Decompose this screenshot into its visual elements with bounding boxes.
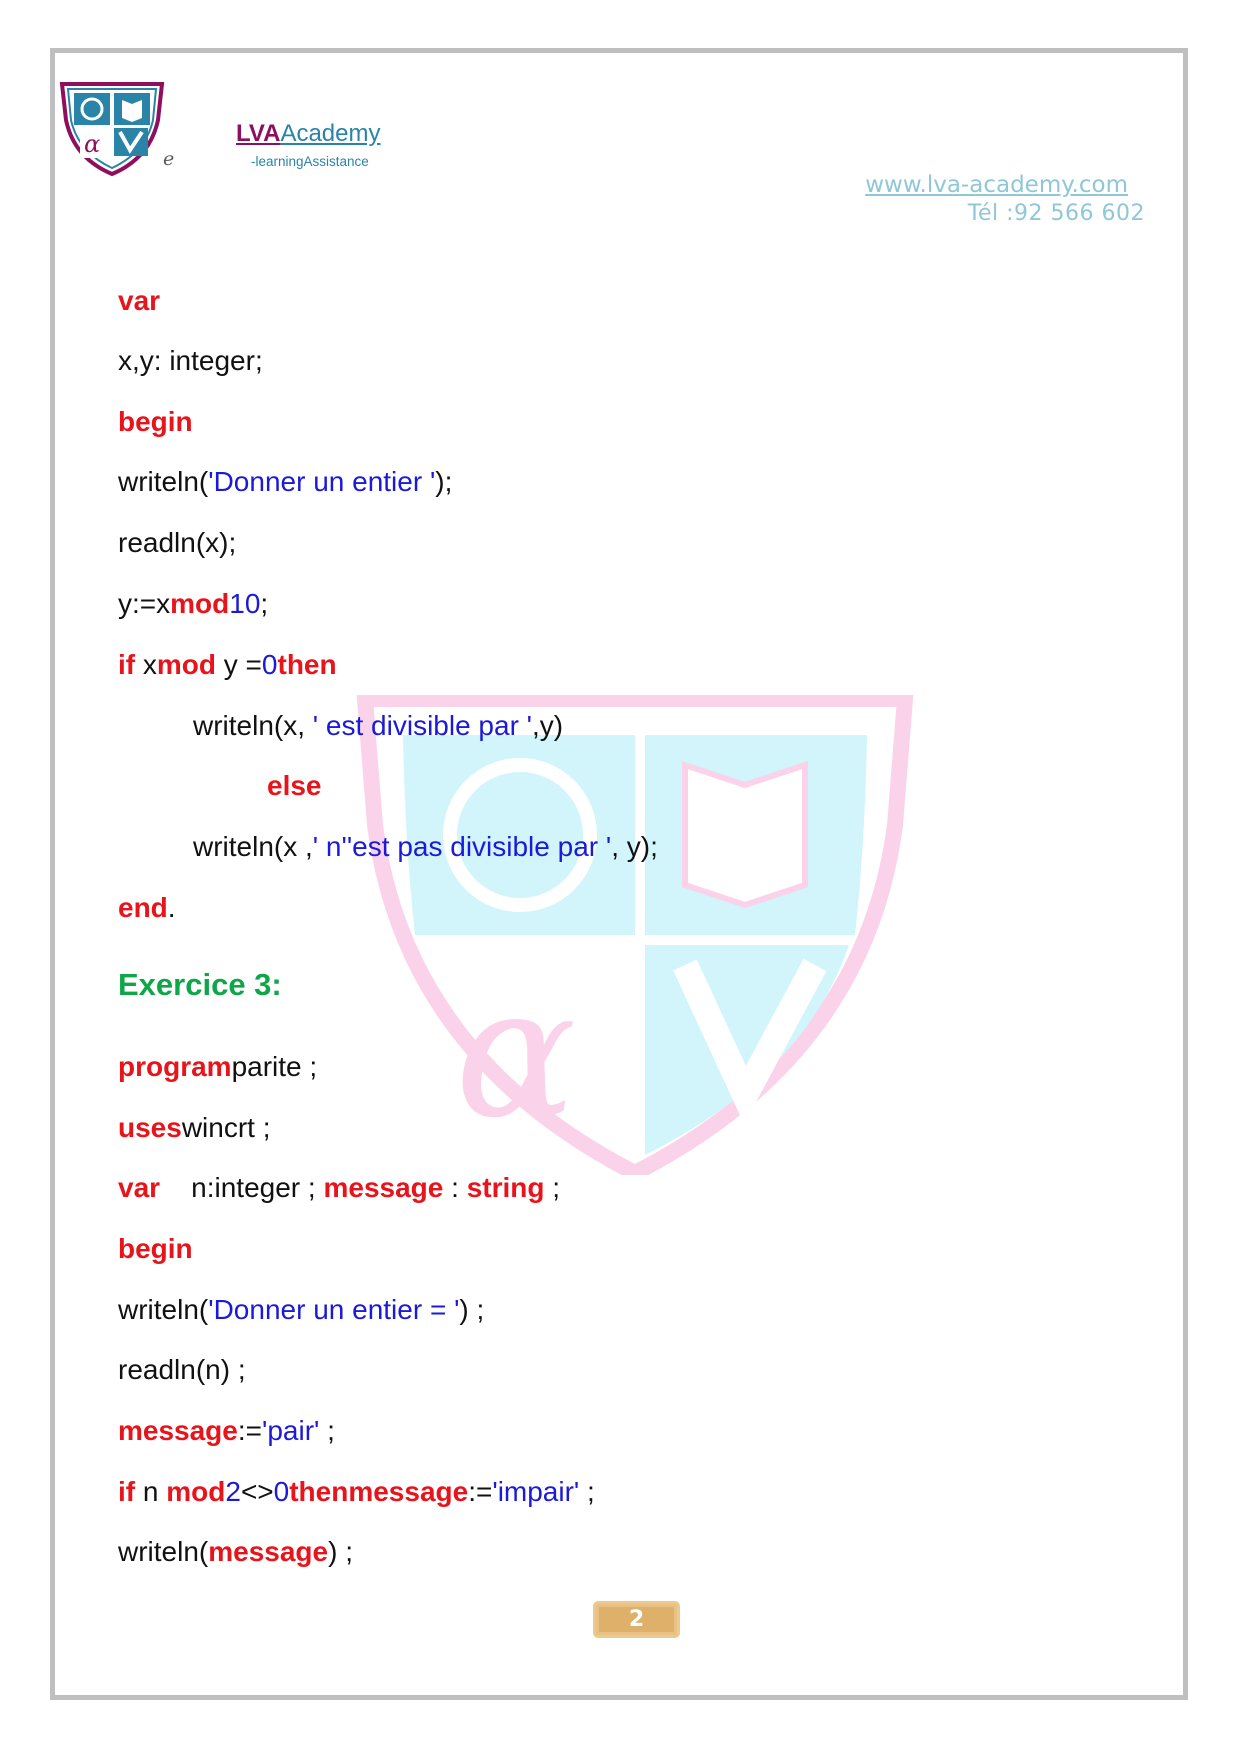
brand-academy: Academy — [280, 120, 381, 147]
code-line — [118, 1475, 595, 1509]
number-literal: 0 — [261, 649, 278, 680]
code-text: , y); — [611, 831, 658, 862]
svg-text:α: α — [84, 130, 101, 158]
keyword: then — [289, 1476, 349, 1507]
string-literal: ' est divisible par ' — [312, 710, 533, 741]
keyword: message — [323, 1172, 444, 1203]
code-text: writeln( — [118, 1294, 209, 1325]
code-line — [118, 587, 268, 621]
brand-subtitle: -learningAssistance — [251, 154, 369, 169]
number-literal: 0 — [273, 1476, 290, 1507]
code-line — [118, 1535, 353, 1569]
code-text: ; — [544, 1172, 561, 1203]
code-text: x — [135, 649, 157, 680]
code-text: wincrt ; — [181, 1112, 271, 1143]
keyword: begin — [118, 406, 193, 437]
brand-name — [236, 120, 380, 148]
keyword: if — [118, 1476, 136, 1507]
lva-academy-logo — [58, 80, 166, 176]
number-literal: 2 — [225, 1476, 241, 1507]
code-line — [193, 830, 658, 864]
code-text: ; — [319, 1415, 335, 1446]
code-line — [118, 1171, 560, 1205]
code-line — [118, 891, 176, 925]
code-line: readln(n) ; — [118, 1354, 246, 1385]
svg-text:α: α — [455, 949, 577, 1158]
code-text: parite ; — [231, 1051, 318, 1082]
code-text: := — [237, 1415, 263, 1446]
code-text: := — [468, 1476, 493, 1507]
code-line — [193, 709, 563, 743]
code-line — [118, 648, 337, 682]
code-text: ; — [579, 1476, 595, 1507]
keyword: end — [118, 892, 168, 923]
watermark-shield-icon — [355, 695, 915, 1175]
code-text: n:integer ; — [160, 1172, 324, 1203]
keyword: message — [118, 1415, 238, 1446]
keyword: mod — [156, 649, 216, 680]
code-line — [267, 769, 322, 803]
code-text: <> — [240, 1476, 274, 1507]
code-line: readln(x); — [118, 527, 237, 558]
code-line — [118, 1414, 335, 1448]
code-text: writeln(x, — [193, 710, 313, 741]
string-literal: 'impair' — [492, 1476, 580, 1507]
keyword: begin — [118, 1233, 193, 1264]
code-text: ; — [260, 588, 269, 619]
code-text: : — [443, 1172, 467, 1203]
keyword: uses — [118, 1112, 182, 1143]
string-literal: 'Donner un entier = ' — [208, 1294, 460, 1325]
code-line — [118, 1293, 484, 1327]
code-line — [118, 1050, 317, 1084]
keyword: if — [118, 649, 136, 680]
phone-number: Tél :92 566 602 — [967, 201, 1145, 226]
keyword: message — [348, 1476, 469, 1507]
code-text: writeln( — [118, 466, 209, 497]
exercise-heading: Exercice 3: — [118, 967, 282, 1002]
number-literal: 10 — [229, 588, 261, 619]
keyword: program — [118, 1051, 232, 1082]
string-literal: 'pair' — [262, 1415, 320, 1446]
keyword: mod — [170, 588, 230, 619]
keyword: var — [118, 285, 161, 316]
keyword: then — [277, 649, 337, 680]
code-text: writeln( — [118, 1536, 209, 1567]
code-line — [118, 1111, 271, 1145]
code-line — [118, 405, 193, 439]
code-line — [118, 1232, 193, 1266]
page-number-badge: 2 — [593, 1601, 680, 1638]
string-literal: 'Donner un entier ' — [208, 466, 436, 497]
code-line — [118, 465, 452, 499]
keyword: mod — [166, 1476, 226, 1507]
code-text: writeln(x , — [193, 831, 313, 862]
keyword: var — [118, 1172, 161, 1203]
keyword: message — [208, 1536, 329, 1567]
code-text: ,y) — [532, 710, 564, 741]
string-literal: ' n''est pas divisible par ' — [312, 831, 612, 862]
code-text: . — [167, 892, 176, 923]
code-text: n — [135, 1476, 167, 1507]
code-line — [118, 284, 160, 318]
code-text: ) ; — [459, 1294, 485, 1325]
code-text: ) ; — [328, 1536, 353, 1567]
code-text: y = — [216, 649, 262, 680]
brand-lva: LVA — [236, 120, 281, 147]
logo-letter: e — [163, 148, 175, 170]
website-link[interactable]: www.lva-academy.com — [865, 172, 1128, 198]
code-line: x,y: integer; — [118, 345, 263, 376]
code-text: y:=x — [118, 588, 171, 619]
keyword: else — [267, 770, 322, 801]
keyword: string — [466, 1172, 545, 1203]
code-text: ); — [435, 466, 453, 497]
